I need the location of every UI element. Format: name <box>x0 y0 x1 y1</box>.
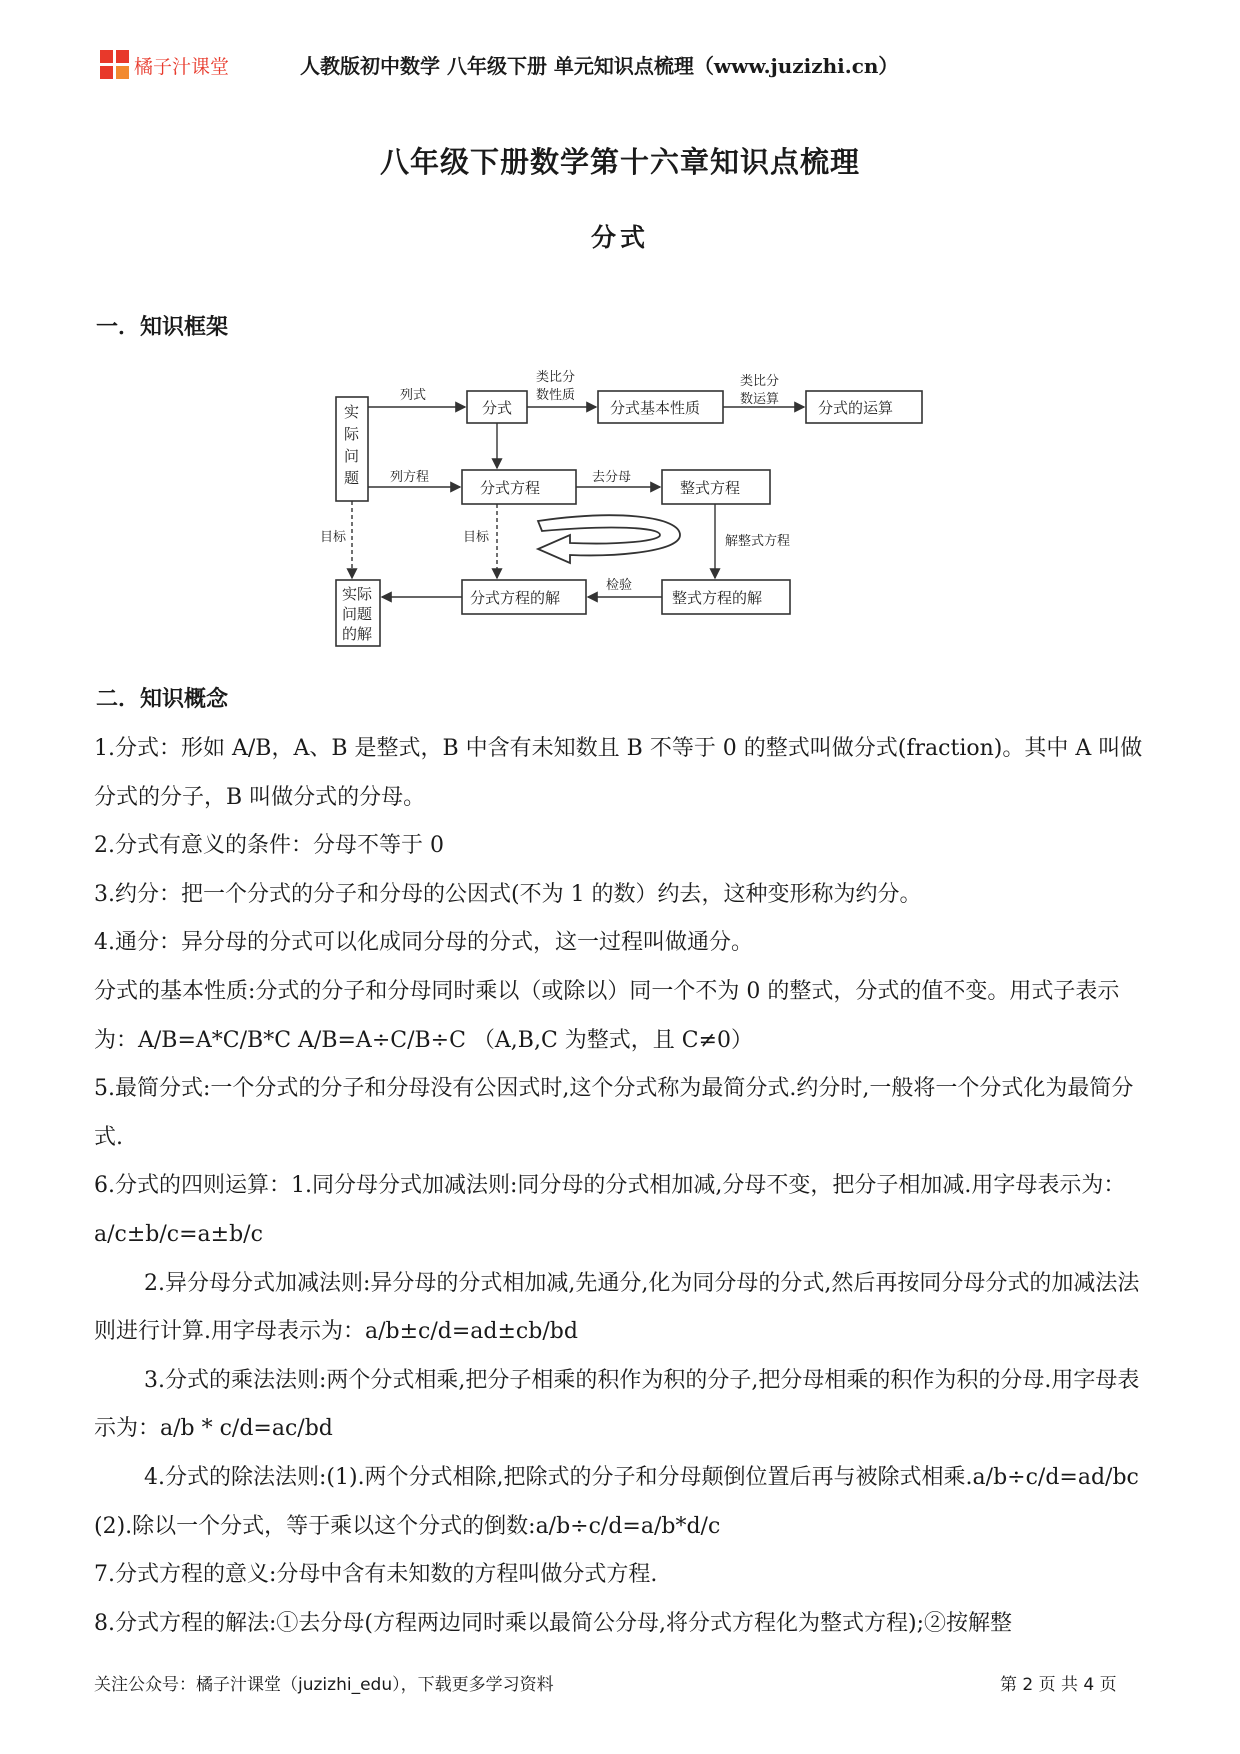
concept-division: 4.分式的除法法则:(1).两个分式相除,把除式的分子和分母颠倒位置后再与被除式相乘.a/b÷c/d=ad/bc (2).除以一个分式，等于乘以这个分式的倒数:a/b÷c/d=a/b*d/c <box>94 1464 1139 1539</box>
label-analogy-operation-1: 类比分 <box>740 374 780 389</box>
node-fraction-solution: 分式方程的解 <box>470 589 561 607</box>
label-analogy-operation-2: 数运算 <box>740 392 780 407</box>
label-analogy-property-2: 数性质 <box>536 388 576 403</box>
label-check: 检验 <box>606 578 633 593</box>
node-integral-solution: 整式方程的解 <box>672 589 763 607</box>
concept-simplest-fraction: 5.最简分式:一个分式的分子和分母没有公因式时,这个分式称为最简分式.约分时,一般将一个分式化为最简分式. <box>94 1076 1134 1150</box>
node-real-problem-c4: 题 <box>344 469 360 487</box>
node-real-solution-c2: 问题 <box>342 605 373 623</box>
page-title: 八年级下册数学第十六章知识点梳理 <box>379 145 860 179</box>
label-target-left: 目标 <box>320 530 347 545</box>
label-solve-integral: 解整式方程 <box>725 534 791 549</box>
page-number: 第 2 页 共 4 页 <box>1000 1675 1117 1695</box>
sub-title: 分式 <box>590 223 649 252</box>
node-real-problem-c3: 问 <box>344 447 360 465</box>
concept-fraction-equation: 7.分式方程的意义:分母中含有未知数的方程叫做分式方程. <box>94 1562 658 1588</box>
brand-logo <box>100 50 250 80</box>
concepts-content <box>94 725 1146 1648</box>
node-real-solution-c1: 实际 <box>342 585 373 603</box>
node-fraction: 分式 <box>482 399 513 417</box>
header-title: 人教版初中数学 八年级下册 单元知识点梳理（www.juzizhi.cn） <box>300 54 899 78</box>
node-fraction-equation: 分式方程 <box>480 479 541 497</box>
section-heading-framework: 一．知识框架 <box>96 314 229 340</box>
section-heading-concepts: 二．知识概念 <box>96 686 229 712</box>
node-real-problem-c2: 际 <box>344 425 360 443</box>
node-real-solution-c3: 的解 <box>342 625 373 643</box>
label-remove-denominator: 去分母 <box>592 470 632 485</box>
label-analogy-property-1: 类比分 <box>536 370 576 385</box>
concept-fraction-definition: 1.分式：形如 A/B，A、B 是整式，B 中含有未知数且 B 不等于 0 的整式叫做分式(fraction)。其中 A 叫做分式的分子，B 叫做分式的分母。 <box>94 736 1143 810</box>
concept-meaningful-condition: 2.分式有意义的条件：分母不等于 0 <box>94 833 444 859</box>
concept-reduction: 3.约分：把一个分式的分子和分母的公因式(不为 1 的数）约去，这种变形称为约分。 <box>94 881 922 907</box>
knowledge-framework-diagram <box>320 355 940 665</box>
node-real-problem-c1: 实 <box>344 403 360 421</box>
label-write-equation: 列方程 <box>390 470 430 485</box>
logo-mark-icon <box>100 50 130 80</box>
concept-common-denominator: 4.通分：异分母的分式可以化成同分母的分式，这一过程叫做通分。 <box>94 930 753 956</box>
concept-arithmetic-same-denominator: 6.分式的四则运算：1.同分母分式加减法则:同分母的分式相加减,分母不变，把分子相加减.用字母表示为：a/c±b/c=a±b/c <box>94 1173 1126 1247</box>
label-write-expression: 列式 <box>400 388 427 403</box>
concept-basic-property: 分式的基本性质:分式的分子和分母同时乘以（或除以）同一个不为 0 的整式，分式的值不变。用式子表示为：A/B=A*C/B*C A/B=A÷C/B÷C （A,B,C 为整式，且 C≠0） <box>94 978 1120 1053</box>
logo-text: 橘子汁课堂 <box>134 56 230 78</box>
node-basic-property: 分式基本性质 <box>610 399 701 417</box>
concept-equation-solving: 8.分式方程的解法:①去分母(方程两边同时乘以最简公分母,将分式方程化为整式方程);②按解整 <box>94 1610 1012 1636</box>
node-integral-equation: 整式方程 <box>680 479 741 497</box>
label-target-mid: 目标 <box>463 530 490 545</box>
loop-arrow-icon <box>538 515 680 563</box>
concept-arithmetic-diff-denominator: 2.异分母分式加减法则:异分母的分式相加减,先通分,化为同分母的分式,然后再按同分母分式的加减法法则进行计算.用字母表示为：a/b±c/d=ad±cb/bd <box>94 1270 1140 1345</box>
footer-left: 关注公众号：橘子汁课堂（juzizhi_edu），下载更多学习资料 <box>94 1675 554 1695</box>
node-operations: 分式的运算 <box>818 399 894 417</box>
concept-multiplication: 3.分式的乘法法则:两个分式相乘,把分子相乘的积作为积的分子,把分母相乘的积作为积的分母.用字母表示为：a/b * c/d=ac/bd <box>94 1367 1140 1442</box>
